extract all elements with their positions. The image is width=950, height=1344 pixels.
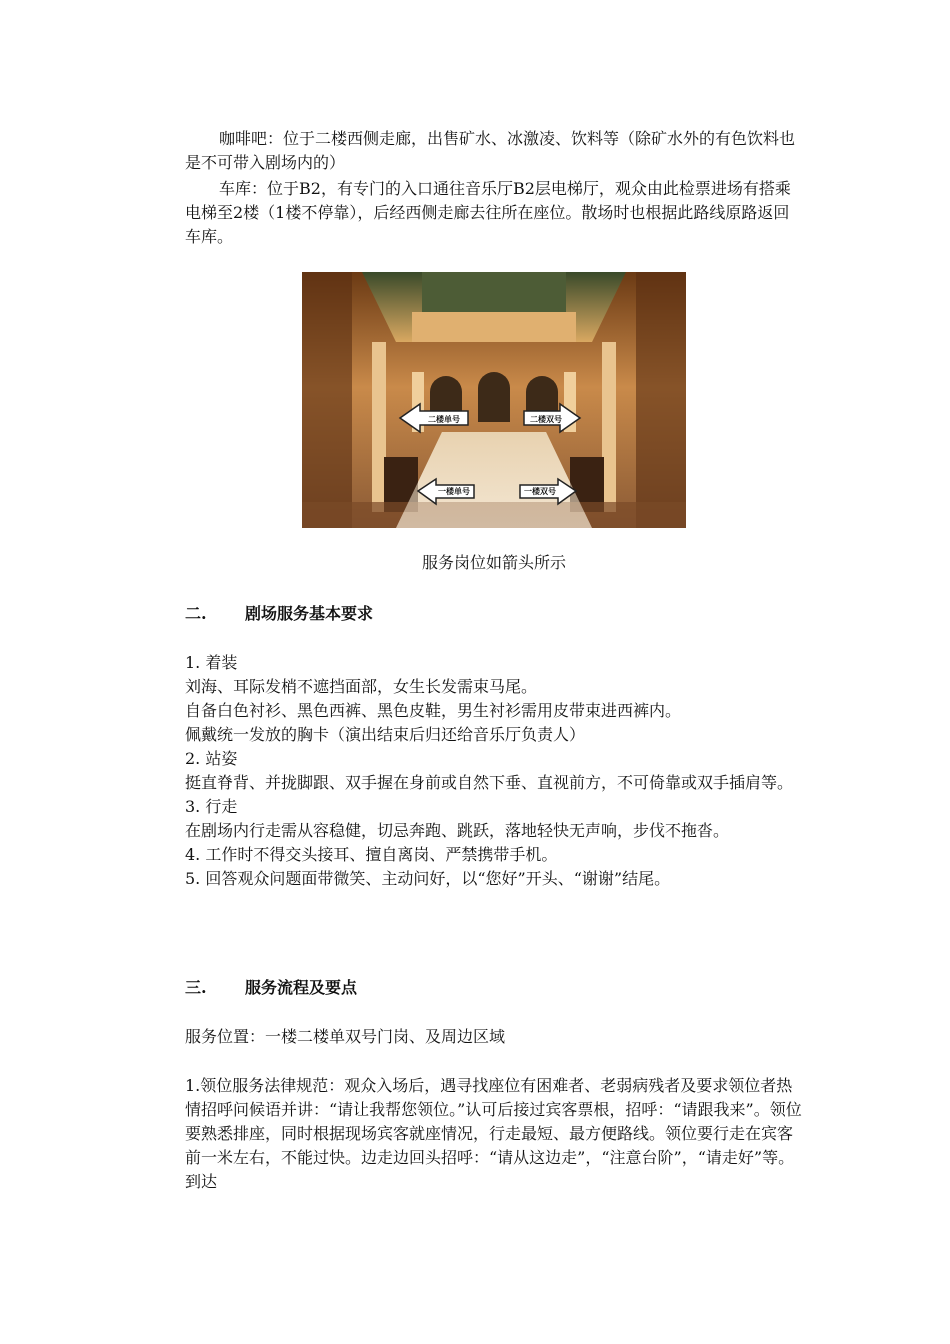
concert-hall-photo: [302, 272, 686, 528]
section-2-title: 剧场服务基本要求: [245, 604, 374, 623]
item-attire-heading: 1. 着装: [185, 653, 238, 672]
item-walking-text: 在剧场内行走需从容稳健，切忌奔跑、跳跃，落地轻快无声响，步伐不拖沓。: [185, 821, 730, 840]
concert-hall-illustration: [302, 272, 686, 528]
item-attire-clothes: 自备白色衬衫、黑色西裤、黑色皮鞋，男生衬衫需用皮带束进西裤内。: [185, 701, 682, 720]
arrow-label-1f-odd: 一楼单号: [438, 487, 470, 496]
guide-service-paragraph: 1.领位服务法律规范：观众入场后，遇寻找座位有困难者、老弱病残者及要求领位者热情招呼问候语并讲：“请让我帮您领位。”认可后接过宾客票根，招呼：“请跟我来”。领位要熟悉排座，同时根据现场宾客就座情况，行走最短、最方便路线。领位要行走在宾客前一米左右，不能过快。边走边回头招呼：“请从这边走”，“注意台阶”，“请走好”等。到达: [185, 1076, 802, 1191]
item-walking-heading: 3. 行走: [185, 797, 238, 816]
section-3-title: 服务流程及要点: [245, 978, 358, 997]
arrow-label-2f-even: 二楼双号: [530, 415, 562, 424]
photo-caption: 服务岗位如箭头所示: [421, 553, 566, 572]
item-posture-text: 挺直脊背、并拢脚跟、双手握在身前或自然下垂、直视前方，不可倚靠或双手插肩等。: [185, 773, 794, 792]
item-attire-badge: 佩戴统一发放的胸卡（演出结束后归还给音乐厅负责人）: [185, 725, 586, 744]
arrow-label-1f-even: 一楼双号: [524, 487, 556, 496]
arrow-label-2f-odd: 二楼单号: [428, 415, 460, 424]
item-conduct: 4. 工作时不得交头接耳、擅自离岗、严禁携带手机。: [185, 845, 558, 864]
item-posture-heading: 2. 站姿: [185, 749, 238, 768]
section-2-heading: [185, 601, 373, 624]
cafe-paragraph: 咖啡吧：位于二楼西侧走廊，出售矿水、冰激凌、饮料等（除矿水外的有色饮料也是不可带入剧场内的）: [185, 129, 796, 172]
section-3-heading: [185, 975, 357, 998]
section-2-number: 二.: [185, 604, 207, 623]
section-2-body: [185, 651, 805, 891]
garage-paragraph: 车库：位于B2，有专门的入口通往音乐厅B2层电梯厅，观众由此检票进场有搭乘电梯至2楼（1楼不停靠），后经西侧走廊去往所在座位。散场时也根据此路线原路返回车库。: [185, 179, 791, 246]
service-position: 服务位置：一楼二楼单双号门岗、及周边区域: [185, 1027, 506, 1046]
item-attire-hair: 刘海、耳际发梢不遮挡面部，女生长发需束马尾。: [185, 677, 538, 696]
section-3-number: 三.: [185, 978, 207, 997]
item-answer: 5. 回答观众问题面带微笑、主动问好，以“您好”开头、“谢谢”结尾。: [185, 869, 671, 888]
